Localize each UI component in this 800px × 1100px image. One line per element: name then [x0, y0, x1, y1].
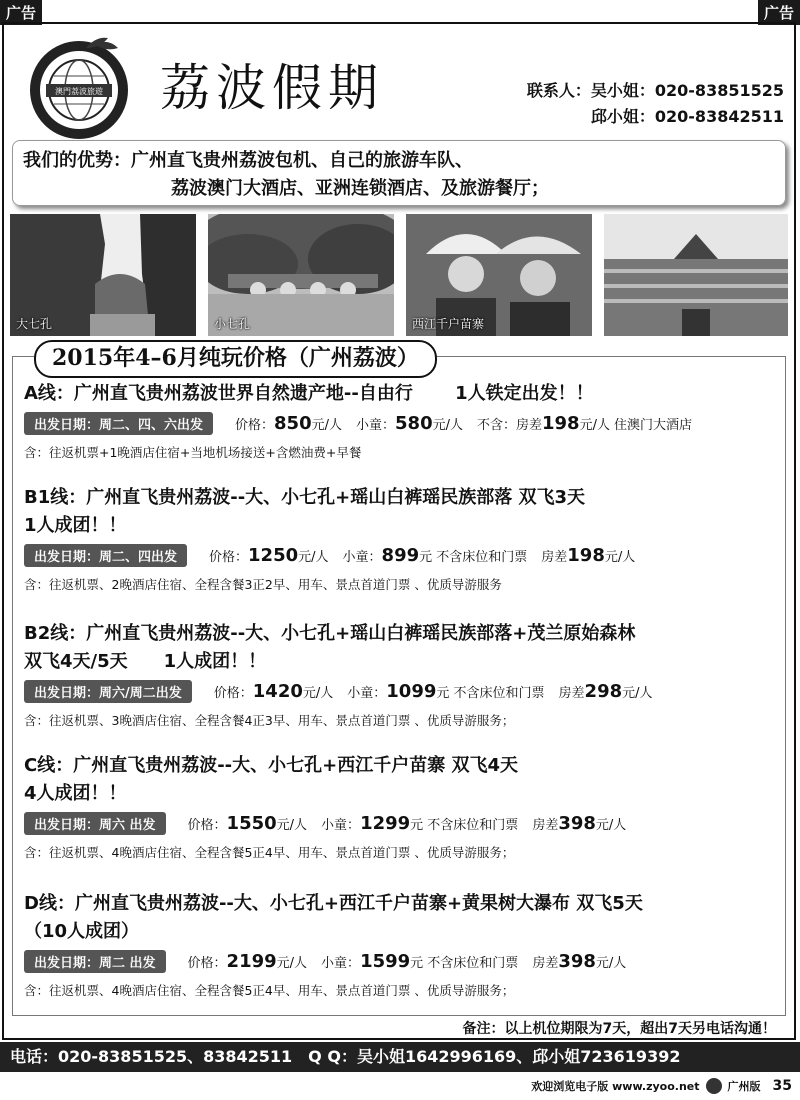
advantages-line: 我们的优势：广州直飞贵州荔波包机、自己的旅游车队、 [23, 150, 473, 171]
price-unit: 元/人 [298, 550, 329, 565]
single-unit: 元/人 [579, 418, 610, 433]
photo-caption: 小七孔 [214, 317, 251, 331]
price-unit: 元/人 [311, 418, 342, 433]
advantages-box [12, 140, 786, 206]
single-label: 房差 [558, 686, 585, 701]
price-label: 价格： [235, 418, 275, 433]
advantages-line: 荔波澳门大酒店、亚洲连锁酒店、及旅游餐厅； [171, 178, 549, 199]
tour-title: C线：广州直飞贵州荔波--大、小七孔+西江千户苗寨 双飞4天 [24, 755, 519, 776]
single-label: 房差 [532, 956, 559, 971]
contact-phone: 020-83851525 [654, 81, 784, 100]
price-row [24, 412, 784, 435]
child-label: 小童： [342, 550, 382, 565]
departure-badge: 出发日期：周二、四、六出发 [24, 412, 213, 435]
ad-label-left: 广告 [0, 0, 42, 25]
footer-text: 欢迎浏览电子版 www.zyoo.net [531, 1080, 700, 1093]
hotel-note: 住澳门大酒店 [613, 418, 692, 433]
tour-subtitle: 双飞4天/5天 1人成团！！ [24, 651, 267, 672]
ad-label-right: 广告 [758, 0, 800, 25]
single-supplement: 398 [558, 813, 596, 834]
price-unit: 元/人 [276, 818, 308, 833]
contact-phone: 020-83842511 [654, 107, 784, 126]
single-label: 房差 [532, 818, 559, 833]
photo-caption: 大七孔 [16, 317, 53, 331]
logo-text: 澳門荔波旅遊 [55, 87, 103, 96]
single-supplement: 198 [542, 413, 580, 434]
includes: 含：往返机票+1晚酒店住宿+当地机场接送+含燃油费+早餐 [24, 445, 362, 460]
tour-line-c [24, 752, 784, 861]
single-unit: 元/人 [604, 550, 636, 565]
adult-price: 850 [274, 413, 312, 434]
brand-logo [24, 32, 134, 142]
child-unit: 元 不含床位和门票 [410, 818, 519, 833]
includes: 含：往返机票、2晚酒店住宿、全程含餐3正2早、用车、景点首道门票 、优质导游服务 [24, 577, 502, 592]
single-label: 房差 [541, 550, 568, 565]
single-unit: 元/人 [595, 818, 627, 833]
price-row [24, 812, 784, 835]
price-row [24, 544, 784, 567]
child-unit: 元 不含床位和门票 [410, 956, 519, 971]
tour-title: A线：广州直飞贵州荔波世界自然遗产地--自由行 1人铁定出发！！ [24, 383, 594, 404]
footer-edition: 广州版 [727, 1080, 761, 1093]
tour-subtitle: （10人成团） [24, 921, 140, 942]
hotel-building-image [604, 214, 788, 336]
remark: 备注：以上机位期限为7天，超出7天另电话沟通！ [462, 1021, 776, 1037]
tour-line-b1 [24, 484, 784, 593]
departure-badge: 出发日期：周六 出发 [24, 812, 166, 835]
single-unit: 元/人 [622, 686, 653, 701]
single-unit: 元/人 [595, 956, 627, 971]
adult-price: 2199 [226, 951, 277, 972]
single-supplement: 398 [558, 951, 596, 972]
child-unit: 元 不含床位和门票 [419, 550, 528, 565]
price-label: 价格： [213, 686, 253, 701]
price-label: 价格： [187, 818, 227, 833]
single-label: 不含：房差 [476, 418, 542, 433]
price-banner: 2015年4–6月纯玩价格（广州荔波） [34, 340, 437, 378]
price-unit: 元/人 [302, 686, 334, 701]
child-price: 580 [395, 413, 433, 434]
tour-line-d [24, 890, 784, 999]
page-footer [531, 1078, 792, 1094]
child-label: 小童： [356, 418, 396, 433]
child-unit: 元/人 [432, 418, 463, 433]
adult-price: 1550 [226, 813, 277, 834]
child-price: 899 [381, 545, 420, 566]
child-label: 小童： [321, 956, 361, 971]
photo-xiao-qi-kong [208, 214, 394, 336]
photo-hotel [604, 214, 788, 336]
price-label: 价格： [209, 550, 249, 565]
tour-line-a [24, 380, 784, 461]
adult-price: 1250 [248, 545, 299, 566]
price-row [24, 680, 784, 703]
departure-badge: 出发日期：周二、四出发 [24, 544, 187, 567]
contact-row [527, 104, 784, 130]
photo-xijiang-miao [406, 214, 592, 336]
contact-label: 邱小姐： [590, 107, 655, 126]
child-price: 1299 [360, 813, 411, 834]
tour-title: D线：广州直飞贵州荔波--大、小七孔+西江千户苗寨+黄果树大瀑布 双飞5天 [24, 893, 643, 914]
departure-badge: 出发日期：周六/周二出发 [24, 680, 192, 703]
tour-title: B2线：广州直飞贵州荔波--大、小七孔+瑶山白裤瑶民族部落+茂兰原始森林 [24, 623, 636, 644]
departure-badge: 出发日期：周二 出发 [24, 950, 166, 973]
child-label: 小童： [347, 686, 387, 701]
tour-line-b2 [24, 620, 784, 729]
header [24, 30, 784, 140]
price-unit: 元/人 [276, 956, 308, 971]
contact-bar: 电话：020-83851525、83842511 Q Q：吴小姐1642996169、邱小姐723619392 [0, 1042, 800, 1072]
price-label: 价格： [187, 956, 227, 971]
adult-price: 1420 [252, 681, 303, 702]
photo-caption: 西江千户苗寨 [412, 317, 485, 331]
publisher-logo-icon [706, 1078, 722, 1094]
child-price: 1099 [386, 681, 437, 702]
photo-da-qi-kong [10, 214, 196, 336]
tour-subtitle: 1人成团！！ [24, 515, 127, 536]
photo-strip [10, 214, 788, 336]
price-row [24, 950, 784, 973]
tour-title: B1线：广州直飞贵州荔波--大、小七孔+瑶山白裤瑶民族部落 双飞3天 [24, 487, 586, 508]
brand-name: 荔波假期 [160, 59, 384, 117]
child-unit: 元 不含床位和门票 [436, 686, 545, 701]
single-supplement: 198 [567, 545, 605, 566]
contact-label: 联系人：吴小姐： [526, 81, 655, 100]
contact-row [527, 78, 784, 104]
includes: 含：往返机票、4晚酒店住宿、全程含餐5正4早、用车、景点首道门票 、优质导游服务； [24, 845, 515, 860]
child-price: 1599 [360, 951, 411, 972]
tour-subtitle: 4人成团！！ [24, 783, 127, 804]
child-label: 小童： [321, 818, 361, 833]
single-supplement: 298 [584, 681, 623, 702]
contact-info [527, 78, 784, 130]
includes: 含：往返机票、4晚酒店住宿、全程含餐5正4早、用车、景点首道门票 、优质导游服务； [24, 983, 515, 998]
includes: 含：往返机票、3晚酒店住宿、全程含餐4正3早、用车、景点首道门票 、优质导游服务； [24, 713, 515, 728]
page-number: 35 [772, 1078, 792, 1094]
